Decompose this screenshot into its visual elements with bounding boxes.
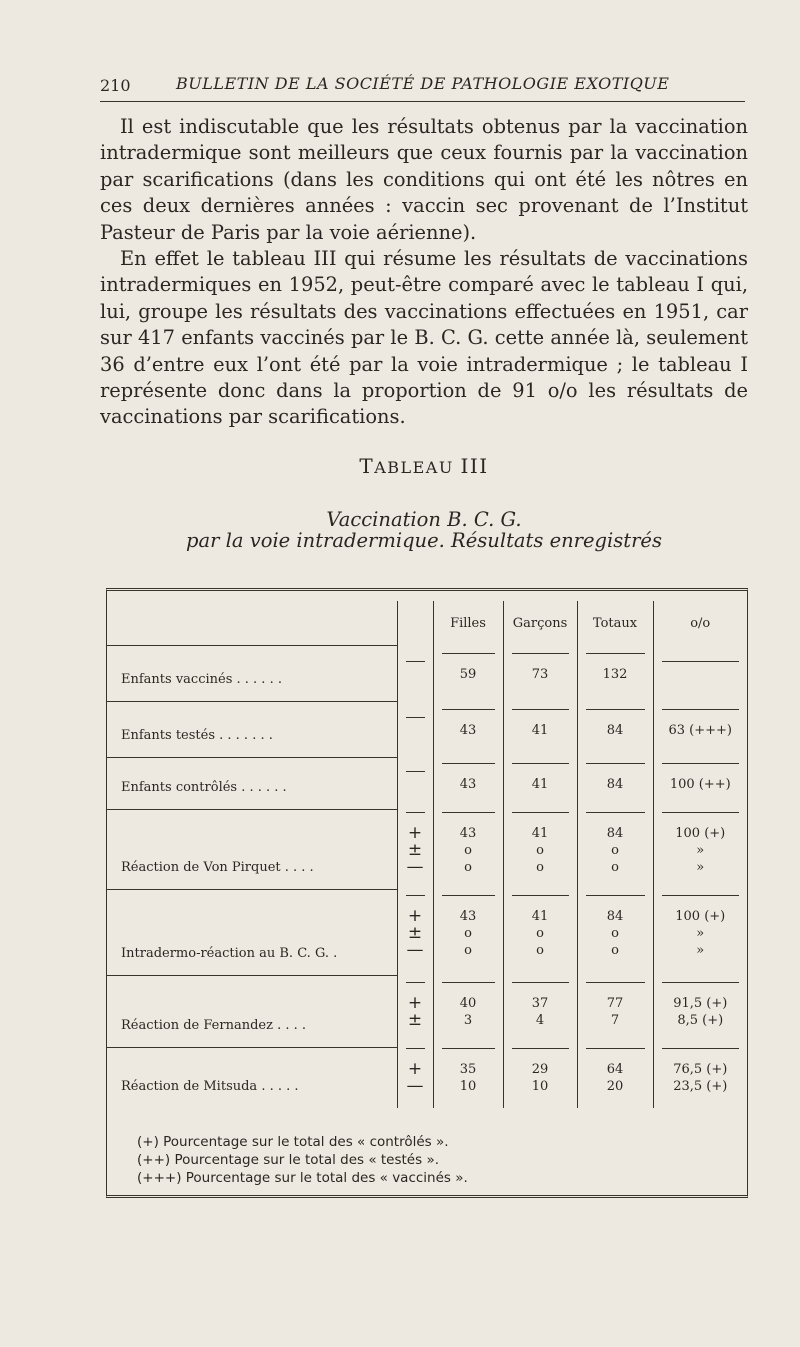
cell-filles (433, 810, 503, 890)
cell-totaux-value: 77 7 (586, 982, 645, 1041)
column-header-percent: o/o (690, 615, 711, 631)
table-caption-line-1: Vaccination B. C. G. (326, 508, 522, 531)
cell-filles (433, 702, 503, 758)
row-signs (397, 646, 433, 702)
table-caption-line-2: par la voie intradermique. Résultats enregistrés (186, 529, 662, 552)
cell-filles-value: 43 (442, 709, 495, 751)
cell-garcons (503, 810, 577, 890)
cell-filles (433, 646, 503, 702)
cell-totaux (577, 890, 653, 976)
cell-garcons (503, 976, 577, 1048)
table-header-row (107, 601, 747, 646)
cell-garcons-value: 41 (512, 763, 569, 805)
cell-totaux (577, 810, 653, 890)
row-signs (397, 890, 433, 976)
table-row (107, 758, 747, 810)
row-label: Enfants vaccinés . . . . . . (107, 646, 397, 702)
table-row (107, 646, 747, 702)
cell-percent (653, 1048, 747, 1108)
cell-filles (433, 890, 503, 976)
page-header (100, 74, 745, 100)
cell-filles-value: 59 (442, 653, 495, 695)
cell-percent-value: 100 (++) (662, 763, 740, 805)
row-signs-value (406, 771, 425, 796)
cell-percent (653, 890, 747, 976)
cell-percent-value: 63 (+++) (662, 709, 740, 751)
cell-garcons-value: 29 10 (512, 1048, 569, 1107)
cell-totaux-value: 132 (586, 653, 645, 695)
cell-garcons (503, 890, 577, 976)
cell-percent-value: 76,5 (+) 23,5 (+) (662, 1048, 740, 1107)
row-signs-value: + ± — (406, 895, 425, 971)
cell-percent-value: 91,5 (+) 8,5 (+) (662, 982, 740, 1041)
cell-filles-value: 43 o o (442, 812, 495, 888)
cell-filles (433, 976, 503, 1048)
row-signs-value (406, 717, 425, 742)
results-table (107, 601, 747, 1108)
cell-totaux-value: 64 20 (586, 1048, 645, 1107)
cell-totaux-value: 84 (586, 709, 645, 751)
cell-percent-value (662, 661, 740, 686)
cell-totaux-value: 84 o o (586, 895, 645, 971)
cell-totaux (577, 758, 653, 810)
row-signs-value: + ± — (406, 812, 425, 888)
cell-filles-value: 43 (442, 763, 495, 805)
cell-garcons-value: 73 (512, 653, 569, 695)
header-label-cell (107, 601, 397, 646)
cell-filles (433, 758, 503, 810)
column-header-totaux: Totaux (577, 601, 653, 646)
note-3: (+++) Pourcentage sur le total des « vaccinés ». (137, 1170, 468, 1186)
cell-totaux-value: 84 o o (586, 812, 645, 888)
row-signs-value: + ± (406, 982, 425, 1041)
cell-filles-value: 40 3 (442, 982, 495, 1041)
paragraph-1: Il est indiscutable que les résultats obtenus par la vaccination intradermique sont meilleurs que ceux fournis par la vaccination par scarifications (dans les conditions qui ont été les nôtres en ces deux dernières années : vaccin sec provenant de l’Institut Pasteur de Paris par la voie aérienne). (100, 115, 748, 244)
note-1: (+) Pourcentage sur le total des « contrôlés ». (137, 1134, 449, 1150)
row-label: Réaction de Fernandez . . . . (107, 976, 397, 1048)
column-header-filles: Filles (433, 601, 503, 646)
cell-filles-value: 43 o o (442, 895, 495, 971)
table-notes (137, 1133, 468, 1187)
body-text (100, 114, 748, 431)
cell-garcons (503, 758, 577, 810)
cell-percent-value: 100 (+) » » (662, 812, 740, 888)
cell-totaux (577, 702, 653, 758)
header-rule (100, 101, 745, 102)
table-body (107, 646, 747, 1108)
results-table-frame (106, 588, 748, 1198)
row-label: Réaction de Mitsuda . . . . . (107, 1048, 397, 1108)
cell-totaux (577, 646, 653, 702)
row-label: Intradermo-réaction au B. C. G. . (107, 890, 397, 976)
cell-percent (653, 810, 747, 890)
cell-garcons-value: 41 o o (512, 895, 569, 971)
table-title-number: III (460, 454, 489, 478)
row-signs (397, 976, 433, 1048)
cell-percent-value: 100 (+) » » (662, 895, 740, 971)
running-head: BULLETIN DE LA SOCIÉTÉ DE PATHOLOGIE EXOTIQUE (176, 74, 670, 93)
row-signs (397, 810, 433, 890)
paragraph-2: En effet le tableau III qui résume les résultats de vaccinations intradermiques en 1952, peut-être comparé avec le tableau I qui, lui, groupe les résultats des vaccinations effectuées en 1951, car sur 417 enfants vaccinés par le B. C. G. cette année là, seulement 36 d’entre eux l’ont été par la voie intradermique ; le tableau I représente donc dans la proportion de 91 o/o les résultats de vaccinations par scarifications. (100, 247, 748, 429)
cell-garcons-value: 41 (512, 709, 569, 751)
cell-percent (653, 976, 747, 1048)
table-row (107, 1048, 747, 1108)
table-row (107, 810, 747, 890)
row-signs-value: + — (406, 1048, 425, 1107)
cell-totaux (577, 976, 653, 1048)
row-signs (397, 702, 433, 758)
page-number: 210 (100, 76, 131, 95)
row-signs (397, 758, 433, 810)
cell-totaux-value: 84 (586, 763, 645, 805)
cell-filles (433, 1048, 503, 1108)
table-row (107, 890, 747, 976)
row-label: Enfants testés . . . . . . . (107, 702, 397, 758)
cell-garcons-value: 37 4 (512, 982, 569, 1041)
row-label: Enfants contrôlés . . . . . . (107, 758, 397, 810)
row-signs (397, 1048, 433, 1108)
cell-garcons (503, 646, 577, 702)
row-signs-value (406, 661, 425, 686)
table-row (107, 702, 747, 758)
note-2: (++) Pourcentage sur le total des « testés ». (137, 1152, 439, 1168)
cell-garcons (503, 1048, 577, 1108)
cell-percent (653, 646, 747, 702)
column-header-garcons: Garçons (503, 601, 577, 646)
cell-filles-value: 35 10 (442, 1048, 495, 1107)
table-title-initial: T (359, 454, 375, 478)
row-label: Réaction de Von Pirquet . . . . (107, 810, 397, 890)
cell-totaux (577, 1048, 653, 1108)
cell-garcons-value: 41 o o (512, 812, 569, 888)
table-title-rest: ABLEAU (374, 458, 454, 477)
cell-percent (653, 758, 747, 810)
table-row (107, 976, 747, 1048)
cell-garcons (503, 702, 577, 758)
header-sign-cell (397, 601, 433, 646)
cell-percent (653, 702, 747, 758)
table-title (100, 454, 748, 478)
